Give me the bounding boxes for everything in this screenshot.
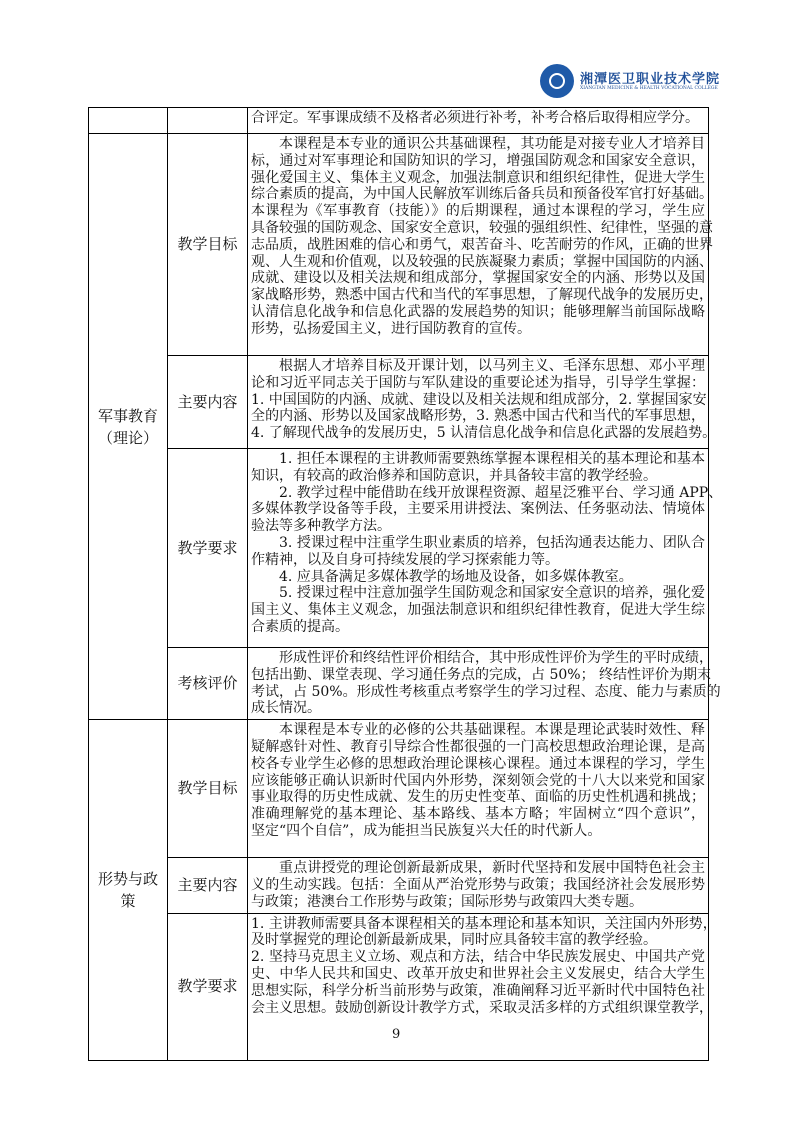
text-line: 志品质，战胜困难的信心和勇气，艰苦奋斗、吃苦耐劳的作风，正确的世界 — [251, 236, 713, 253]
text-line: 具备较强的国防观念、国家安全意识，较强的强组织性、纪律性，坚强的意 — [251, 219, 713, 236]
text-line: 形势，弘扬爱国主义，进行国防教育的宣传。 — [251, 320, 531, 337]
text-line: 应该能够正确认识新时代国内外形势，深刻领会党的十八大以来党和国家 — [251, 772, 705, 789]
text-line: 包括出勤、课堂表现、学习通任务点的完成，占 50%； 终结性评价为期末 — [251, 666, 712, 683]
course-name-cell: 形势与政策 — [89, 720, 168, 1060]
text-line: 本课程是本专业的通识公共基础课程，其功能是对接专业人才培养目 — [279, 136, 705, 152]
aspect-cell: 主要内容 — [168, 356, 248, 449]
college-emblem-icon — [540, 64, 574, 98]
logo-text-en: XIANGTAN MEDICINE & HEALTH VOCATIONAL COLLEGE — [580, 86, 718, 91]
text-line: 3. 授课过程中注重学生职业素质的培养，包括沟通表达能力、团队合 — [279, 534, 705, 551]
content-cell — [248, 134, 713, 356]
content-cell — [248, 648, 721, 720]
text-line: 强化爱国主义、集体主义观念，加强法制意识和组织纪律性，促进大学生 — [251, 169, 705, 186]
text-line: 观、人生观和价值观，以及较强的民族凝聚力素质；掌握中国国防的内涵、 — [251, 253, 713, 270]
course-name-cell: 军事教育（理论） — [89, 134, 168, 720]
table-row — [89, 858, 709, 913]
content-cell — [248, 913, 717, 1060]
aspect-cell: 教学目标 — [168, 720, 248, 858]
text-line: 及时掌握党的理论创新最新成果，同时应具备较丰富的教学经验。 — [251, 932, 657, 949]
content-cell — [248, 356, 717, 449]
text-line: 形成性评价和终结性评价相结合，其中形成性评价为学生的平时成绩， — [279, 650, 713, 666]
text-line: 会主义思想。鼓励创新设计教学方式，采取灵活多样的方式组织课堂教学， — [251, 999, 713, 1016]
text-line: 知识，有较高的政治修养和国防意识，并具备较丰富的教学经验。 — [251, 467, 657, 484]
text-line: 1. 主讲教师需要具备本课程相关的基本理论和基本知识，关注国内外形势， — [251, 915, 717, 932]
text-line: 标，通过对军事理论和国防知识的学习，增强国防观念和国家安全意识， — [251, 152, 705, 169]
page-number: 9 — [392, 1027, 401, 1042]
college-logo — [538, 62, 721, 102]
text-line: 准确理解党的基本理论、基本路线、基本方略；牢固树立“四个意识”， — [251, 806, 705, 823]
content-cell — [248, 720, 709, 858]
content-cell — [248, 108, 709, 134]
logo-text-cn: 湘潭医卫职业技术学院 — [580, 72, 721, 87]
text-line: 论和习近平同志关于国防与军队建设的重要论述为指导，引导学生掌握： — [251, 374, 705, 391]
text-line: 综合素质的提高，为中国人民解放军训练后备兵员和预备役军官打好基础。 — [251, 186, 713, 203]
text-line: 1. 中国国防的内涵、成就、建设以及相关法规和组成部分，2. 掌握国家安 — [251, 391, 707, 408]
text-line: 与政策；港澳台工作形势与政策；国际形势与政策四大类专题。 — [251, 893, 643, 910]
text-line: 根据人才培养目标及开课计划，以马列主义、毛泽东思想、邓小平理 — [279, 358, 705, 374]
text-line: 坚定“四个自信”，成为能担当民族复兴大任的时代新人。 — [251, 822, 602, 839]
text-line: 合素质的提高。 — [251, 618, 349, 635]
text-line: 4. 应具备满足多媒体教学的场地及设备，如多媒体教室。 — [279, 568, 633, 585]
text-line: 成长情况。 — [251, 700, 321, 717]
text-line: 校各专业学生必修的思想政治理论课核心课程。通过本课程的学习，学生 — [251, 755, 705, 772]
text-line: 作精神，以及自身可持续发展的学习探索能力等。 — [251, 551, 559, 568]
text-line: 4. 了解现代战争的发展历史，5 认清信息化战争和信息化武器的发展趋势。 — [251, 425, 717, 442]
text-line: 验法等多种教学方法。 — [251, 518, 391, 535]
content-cell — [248, 858, 709, 913]
aspect-cell: 考核评价 — [168, 648, 248, 720]
table-row — [89, 134, 709, 356]
aspect-cell: 教学要求 — [168, 913, 248, 1060]
course-name-cell — [89, 108, 168, 134]
text-line: 2. 教学过程中能借助在线开放课程资源、超星泛雅平台、学习通 APP、 — [279, 484, 723, 501]
table-row — [89, 108, 709, 134]
text-line: 成就、建设以及相关法规和组成部分，掌握国家安全的内涵、形势以及国 — [251, 270, 705, 287]
content-cell — [248, 449, 723, 648]
table-row — [89, 720, 709, 858]
aspect-cell: 教学要求 — [168, 449, 248, 648]
text-line: 史、中华人民共和国史、改革开放史和世界社会主义发展史，结合大学生 — [251, 965, 705, 982]
text-line: 认清信息化战争和信息化武器的发展趋势的知识；能够理解当前国际战略 — [251, 303, 705, 320]
text-line: 全的内涵、形势以及国家战略形势，3. 熟悉中国古代和当代的军事思想， — [251, 408, 705, 425]
text-line: 思想实际，科学分析当前形势与政策，准确阐释习近平新时代中国特色社 — [251, 982, 705, 999]
text-line: 多媒体教学设备等手段，主要采用讲授法、案例法、任务驱动法、情境体 — [251, 501, 705, 518]
text-line: 本课程是本专业的必修的公共基础课程。本课是理论武装时效性、释 — [279, 722, 705, 739]
text-line: 考试，占 50%。形成性考核重点考察学生的学习过程、态度、能力与素质的 — [251, 683, 721, 700]
aspect-cell — [168, 108, 248, 134]
text-line: 5. 授课过程中注意加强学生国防观念和国家安全意识的培养，强化爱 — [279, 585, 705, 602]
text-line: 本课程为《军事教育（技能）》的后期课程，通过本课程的学习，学生应 — [251, 203, 705, 220]
text-line: 2. 坚持马克思主义立场、观点和方法，结合中华民族发展史、中国共产党 — [251, 949, 705, 966]
table-row — [89, 449, 709, 648]
text-line: 疑解惑针对性、教育引导综合性都很强的一门高校思想政治理论课，是高 — [251, 738, 705, 755]
table-row — [89, 648, 709, 720]
table-row — [89, 356, 709, 449]
text-line: 家战略形势，熟悉中国古代和当代的军事思想，了解现代战争的发展历史， — [251, 287, 713, 304]
text-line: 重点讲授党的理论创新最新成果，新时代坚持和发展中国特色社会主 — [279, 860, 705, 877]
text-line: 合评定。军事课成绩不及格者必须进行补考，补考合格后取得相应学分。 — [251, 110, 699, 126]
text-line: 事业取得的历史性成就、发生的历史性变革、面临的历史性机遇和挑战； — [251, 789, 705, 806]
aspect-cell: 教学目标 — [168, 134, 248, 356]
text-line: 1. 担任本课程的主讲教师需要熟练掌握本课程相关的基本理论和基本 — [279, 451, 705, 467]
text-line: 国主义、集体主义观念，加强法制意识和组织纪律性教育，促进大学生综 — [251, 602, 705, 619]
course-table — [88, 107, 723, 1061]
aspect-cell: 主要内容 — [168, 858, 248, 913]
text-line: 义的生动实践。包括：全面从严治党形势与政策；我国经济社会发展形势 — [251, 876, 705, 893]
